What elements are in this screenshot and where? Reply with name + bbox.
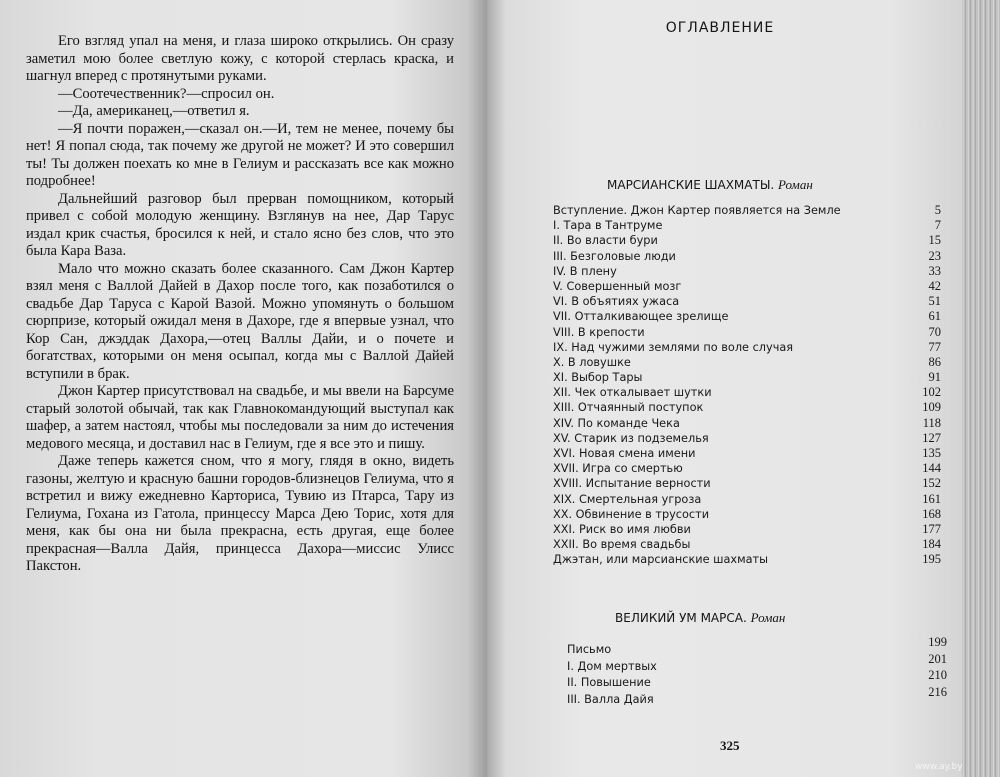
toc-entry-title: X. В ловушке xyxy=(553,355,631,369)
toc-entry-page: 177 xyxy=(922,521,941,536)
toc-entry xyxy=(553,446,941,461)
toc-entry-title: XV. Старик из подземелья xyxy=(553,431,709,445)
toc-entry-title: XIX. Смертельная угроза xyxy=(553,492,702,506)
toc-entry-page: 33 xyxy=(928,263,941,278)
toc-entry-title: V. Совершенный мозг xyxy=(553,279,682,293)
story-text xyxy=(26,33,454,576)
toc-section1-list xyxy=(553,203,941,568)
toc-entry-page: 23 xyxy=(928,248,941,263)
toc-entry-title: I. Дом мертвых xyxy=(567,659,657,673)
toc-entry-page: 201 xyxy=(928,651,947,666)
toc-entry xyxy=(553,218,941,233)
paragraph: Джон Картер присутствовал на свадьбе, и мы ввели на Барсуме старый золотой обычай, так как Главнокомандующий выступал как шафер, а затем настоял, чтобы мы последовали за ним до истечения медового месяца, и доставил нас в Гелиум, где я все это и пишу. xyxy=(26,383,454,452)
toc-entry-title: XVI. Новая смена имени xyxy=(553,447,696,460)
toc-entry-page: 184 xyxy=(922,537,941,552)
left-page xyxy=(0,0,487,777)
toc-entry-title: XI. Выбор Тары xyxy=(553,371,643,385)
section1-genre: Роман xyxy=(778,177,813,192)
toc-entry xyxy=(553,552,941,567)
toc-entry-title: XIV. По команде Чека xyxy=(553,416,680,430)
toc-entry xyxy=(553,355,941,370)
toc-entry xyxy=(553,264,941,279)
toc-entry xyxy=(553,385,941,400)
toc-entry xyxy=(553,476,941,491)
page-number: 325 xyxy=(720,738,740,753)
toc-entry-title: VI. В объятиях ужаса xyxy=(553,295,680,309)
toc-entry xyxy=(553,249,941,264)
toc-entry-title: I. Тара в Тантруме xyxy=(553,219,663,233)
toc-entry-page: 127 xyxy=(922,430,941,445)
toc-entry-title: IV. В плену xyxy=(553,264,617,278)
toc-entry-page: 199 xyxy=(928,635,947,649)
toc-entry-page: 216 xyxy=(928,684,947,699)
toc-entry xyxy=(567,634,947,656)
toc-entry-page: 91 xyxy=(928,370,941,385)
toc-section2-list xyxy=(567,634,947,706)
toc-entry xyxy=(553,537,941,552)
toc-entry-page: 61 xyxy=(928,309,941,324)
toc-entry-title: III. Валла Дайя xyxy=(567,692,654,706)
toc-entry xyxy=(553,522,941,537)
section1-title: МАРСИАНСКИЕ ШАХМАТЫ. xyxy=(607,178,775,192)
watermark: www.ay.by xyxy=(915,762,963,772)
toc-entry-page: 144 xyxy=(922,461,941,476)
toc-entry-page: 15 xyxy=(928,233,941,248)
toc-entry-title: XVIII. Испытание верности xyxy=(553,477,711,491)
toc-entry xyxy=(553,309,941,324)
toc-entry xyxy=(553,325,941,340)
section2-genre: Роман xyxy=(750,610,786,625)
paragraph: Его взгляд упал на меня, и глаза широко открылись. Он сразу заметил мою более светлую кожу, с которой стерлась краска, и шагнул вперед с протянутыми руками. xyxy=(26,33,454,84)
toc-entry xyxy=(553,461,941,476)
toc-entry-title: Вступление. Джон Картер появляется на Земле xyxy=(553,204,841,217)
toc-entry xyxy=(553,294,941,309)
toc-entry xyxy=(567,684,947,706)
paragraph: Дальнейший разговор был прерван помощником, который привел с собой молодую женщину. Взглянув на нее, Дар Тарус издал крик счастья, бросился к ней, и стало ясно без слов, что это была Кара Ваза. xyxy=(26,190,454,259)
toc-entry xyxy=(553,431,941,446)
toc-entry xyxy=(553,203,941,218)
toc-entry xyxy=(553,400,941,415)
toc-entry-title: VIII. В крепости xyxy=(553,325,645,339)
toc-entry-page: 70 xyxy=(928,324,941,339)
toc-entry-page: 152 xyxy=(922,476,941,491)
toc-entry-title: IX. Над чужими землями по воле случая xyxy=(553,340,794,354)
toc-entry-page: 118 xyxy=(922,415,941,430)
toc-entry-page: 51 xyxy=(928,294,941,309)
toc-entry-title: XXII. Во время свадьбы xyxy=(553,538,691,552)
section2-heading xyxy=(615,610,785,626)
toc-entry xyxy=(553,340,941,355)
toc-entry-page: 161 xyxy=(922,491,941,506)
section1-heading xyxy=(607,177,813,193)
toc-entry-title: XX. Обвинение в трусости xyxy=(553,507,710,521)
toc-entry-title: XVII. Игра со смертью xyxy=(553,462,683,476)
toc-entry-page: 5 xyxy=(934,203,941,217)
toc-entry-title: Джэтан, или марсианские шахматы xyxy=(553,553,769,567)
toc-entry-title: VII. Отталкивающее зрелище xyxy=(553,310,729,324)
toc-entry-page: 7 xyxy=(934,218,941,233)
toc-entry xyxy=(553,279,941,294)
toc-entry-title: II. Во власти бури xyxy=(553,234,658,248)
toc-entry-page: 86 xyxy=(928,354,941,369)
toc-entry-title: XXI. Риск во имя любви xyxy=(553,522,691,536)
paragraph: —Соотечественник?—спросил он. xyxy=(58,85,275,102)
toc-entry xyxy=(553,370,941,385)
toc-entry-page: 109 xyxy=(922,400,941,415)
toc-entry-title: III. Безголовые люди xyxy=(553,249,676,263)
toc-entry-page: 168 xyxy=(922,506,941,521)
toc-entry-page: 102 xyxy=(922,385,941,400)
paragraph: —Я почти поражен,—сказал он.—И, тем не менее, почему бы нет! Я попал сюда, так почему же другой не может? И это совершил ты! Ты должен поехать ко мне в Гелиум и рассказать все как можно подробнее! xyxy=(26,120,454,189)
paragraph: Мало что можно сказать более сказанного. Сам Джон Картер взял меня с Валлой Дайей в Дахор после того, как позаботился о свадьбе Дар Таруса с Карой Вазой. Можно упомянуть о большом сюрпризе, который ожидал меня в Дахоре, где я впервые узнал, что Кор Сан, джэддак Дахора,—отец Валлы Дайи, и о почете и богатствах, которыми он меня осыпал, когда мы с Валлой Дайей вступили в брак. xyxy=(26,260,454,382)
toc-entry-title: II. Повышение xyxy=(567,676,651,689)
toc-entry xyxy=(553,507,941,522)
section2-title: ВЕЛИКИЙ УМ МАРСА. xyxy=(615,611,747,625)
toc-entry xyxy=(553,233,941,248)
toc-entry-title: XII. Чек откалывает шутки xyxy=(553,386,712,400)
toc-entry xyxy=(567,651,947,673)
paragraph: Даже теперь кажется сном, что я могу, глядя в окно, видеть газоны, желтую и красную башни городов-близнецов Гелиума, что я встретил и вижу ежедневно Карториса, Тувию из Птарса, Тару из Гелиума, Гохана из Гатола, принцессу Марса Дею Торис, хотя для меня, как бы она ни была прекрасна, есть другая, еще более прекрасная—Валла Дайя, принцесса Дахора—миссис Улисс Пакстон. xyxy=(26,453,454,574)
paragraph: —Да, американец,—ответил я. xyxy=(58,103,250,119)
toc-entry-page: 210 xyxy=(928,668,947,682)
toc-entry-title: XIII. Отчаянный поступок xyxy=(553,401,704,415)
toc-entry-page: 135 xyxy=(922,446,941,460)
toc-entry-title: Письмо xyxy=(567,643,612,656)
page-edges xyxy=(962,0,1000,777)
toc-entry xyxy=(567,667,947,689)
toc-entry xyxy=(553,416,941,431)
toc-entry-page: 195 xyxy=(922,552,941,567)
toc-heading: ОГЛАВЛЕНИЕ xyxy=(665,20,775,36)
toc-entry xyxy=(553,492,941,507)
toc-entry-page: 77 xyxy=(928,339,941,354)
toc-entry-page: 42 xyxy=(928,278,941,293)
